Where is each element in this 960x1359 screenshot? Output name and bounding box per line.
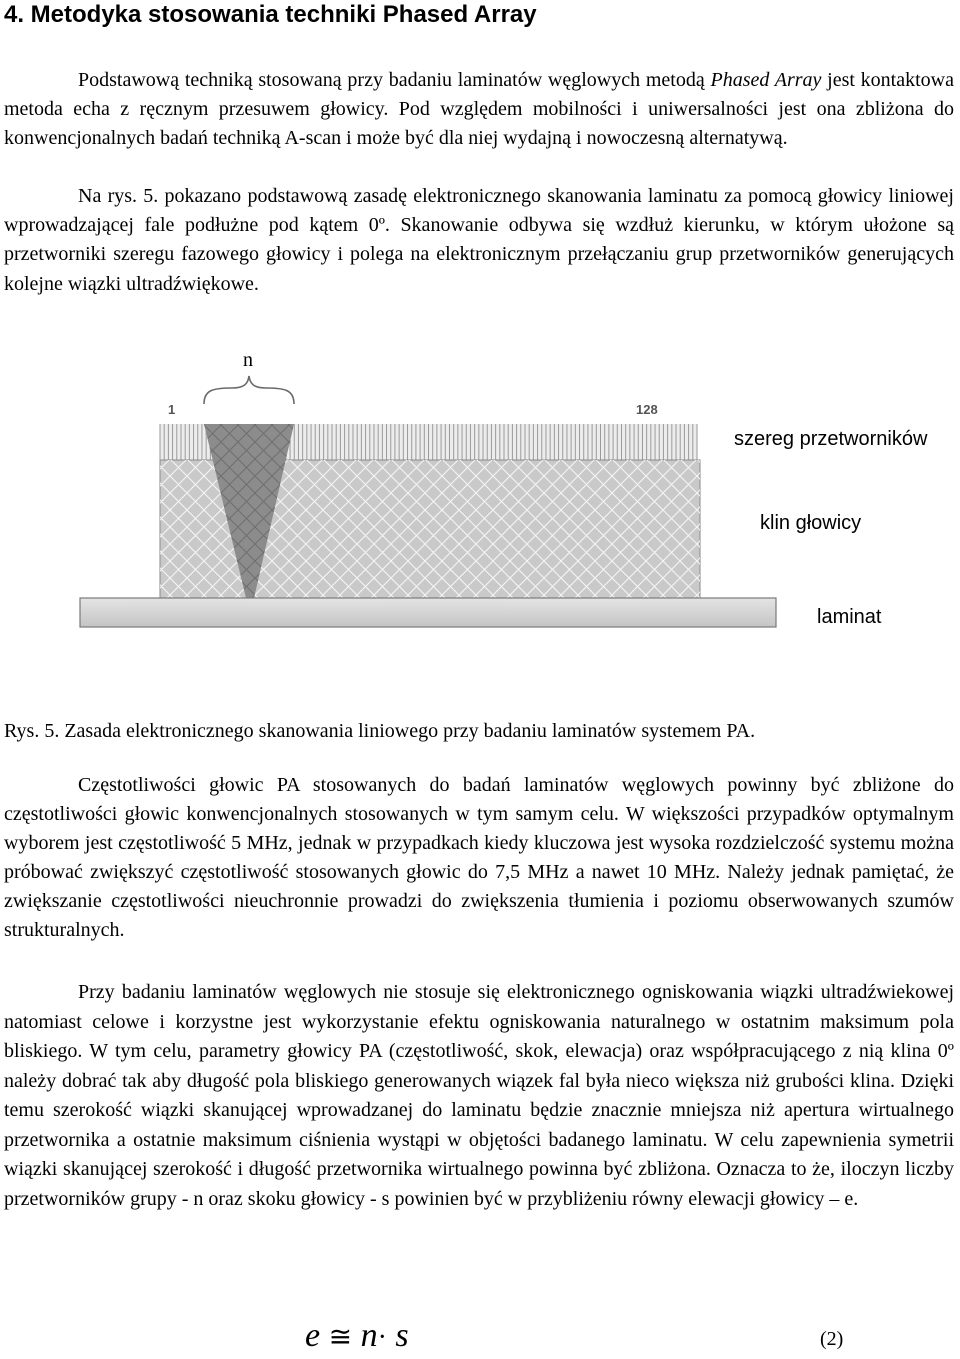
paragraph-frequency: Częstotliwości głowic PA stosowanych do badań laminatów węglowych powinny być zbliżone do częstotliwości głowic konwencjonalnych stosowanych w tym samym celu. W większości przypadków optymalnym wyborem jest częstotliwość 5 MHz, jednak w przypadkach kiedy kluczowa jest wysoka rozdzielczość systemu można próbować zwiększyć częstotliwość stosowanych głowic do 7,5 MHz a nawet 10 MHz. Należy jednak pamiętać, że zwiększanie częstotliwości nieuchronnie prowadzi do zwiększenia tłumienia i poziomu obserwowanych szumów strukturalnych.	[4, 774, 954, 941]
paragraph-focusing: Przy badaniu laminatów węglowych nie stosuje się elektronicznego ogniskowania wiązki ultradźwiekowej natomiast celowe i korzystne jest wykorzystanie efektu ogniskowania naturalnego w ostatnim maksimum pola bliskiego. W tym celu, parametry głowicy PA (częstotliwość, skok, elewacja) oraz współpracującego z nią klina 0º należy dobrać tak aby długość pola bliskiego generowanych wiązek fal była nieco większa niż grubości klina. Dzięki temu szerokość wiązki skanującej wprowadzanej do laminatu będzie znacznie mniejsza niż apertura wirtualnego przetwornika a ostatnie maksimum ciśnienia wystąpi w objętości badanego laminatu. W celu zapewnienia symetrii wiązki skanującej szerokość i długość przetwornika wirtualnego powinna być zbliżona. Oznacza to że, iloczyn liczby przetworników grupy - n oraz skoku głowicy - s powinien być w przybliżeniu równy elewacji głowicy – e.	[4, 981, 954, 1210]
equation-relation: ≅	[328, 1322, 353, 1353]
figure-linear-scanning	[0, 340, 960, 690]
equation-rhs-n: n	[360, 1317, 378, 1354]
section-heading: 4. Metodyka stosowania techniki Phased Array	[4, 1, 537, 28]
equation-lhs: e	[305, 1317, 321, 1354]
group-label-n: n	[243, 349, 253, 371]
element-label-first: 1	[168, 402, 176, 417]
figure-caption: Rys. 5. Zasada elektronicznego skanowania liniowego przy badaniu laminatów systemem PA.	[4, 720, 756, 742]
intro-emphasis: Phased Array	[710, 69, 822, 91]
label-laminate: laminat	[817, 606, 882, 628]
intro-text-after: jest kontaktowa metoda echa z ręcznym przesuwem głowicy. Pod względem mobilności i uniwersalności jest ona zbliżona do konwencjonalnych badań techniką A-scan i może być dla niej wydajną i nowoczesną alternatywą.	[4, 69, 954, 150]
laminate	[80, 598, 776, 627]
equation-rhs-s: s	[395, 1317, 409, 1354]
intro-text-before: Podstawową techniką stosowaną przy badaniu laminatów węglowych metodą	[78, 69, 711, 91]
label-probe-wedge: klin głowicy	[760, 512, 862, 534]
intro-paragraph	[4, 66, 954, 154]
equation-dot: ·	[377, 1322, 387, 1353]
label-transducer-array: szereg przetworników	[734, 428, 928, 450]
equation-expression	[305, 1316, 409, 1358]
element-label-last: 128	[636, 402, 658, 417]
paragraph-scanning-principle: Na rys. 5. pokazano podstawową zasadę elektronicznego skanowania laminatu za pomocą głowicy liniowej wprowadzającej fale podłużne pod kątem 0º. Skanowanie odbywa się wzdłuż kierunku, w którym ułożone są przetworniki szeregu fazowego głowicy i polega na elektronicznym przełączaniu grup przetworników generujących kolejne wiązki ultradźwiękowe.	[4, 185, 954, 295]
equation-number: (2)	[820, 1328, 844, 1350]
group-brace	[204, 376, 294, 404]
equation	[0, 1318, 960, 1358]
